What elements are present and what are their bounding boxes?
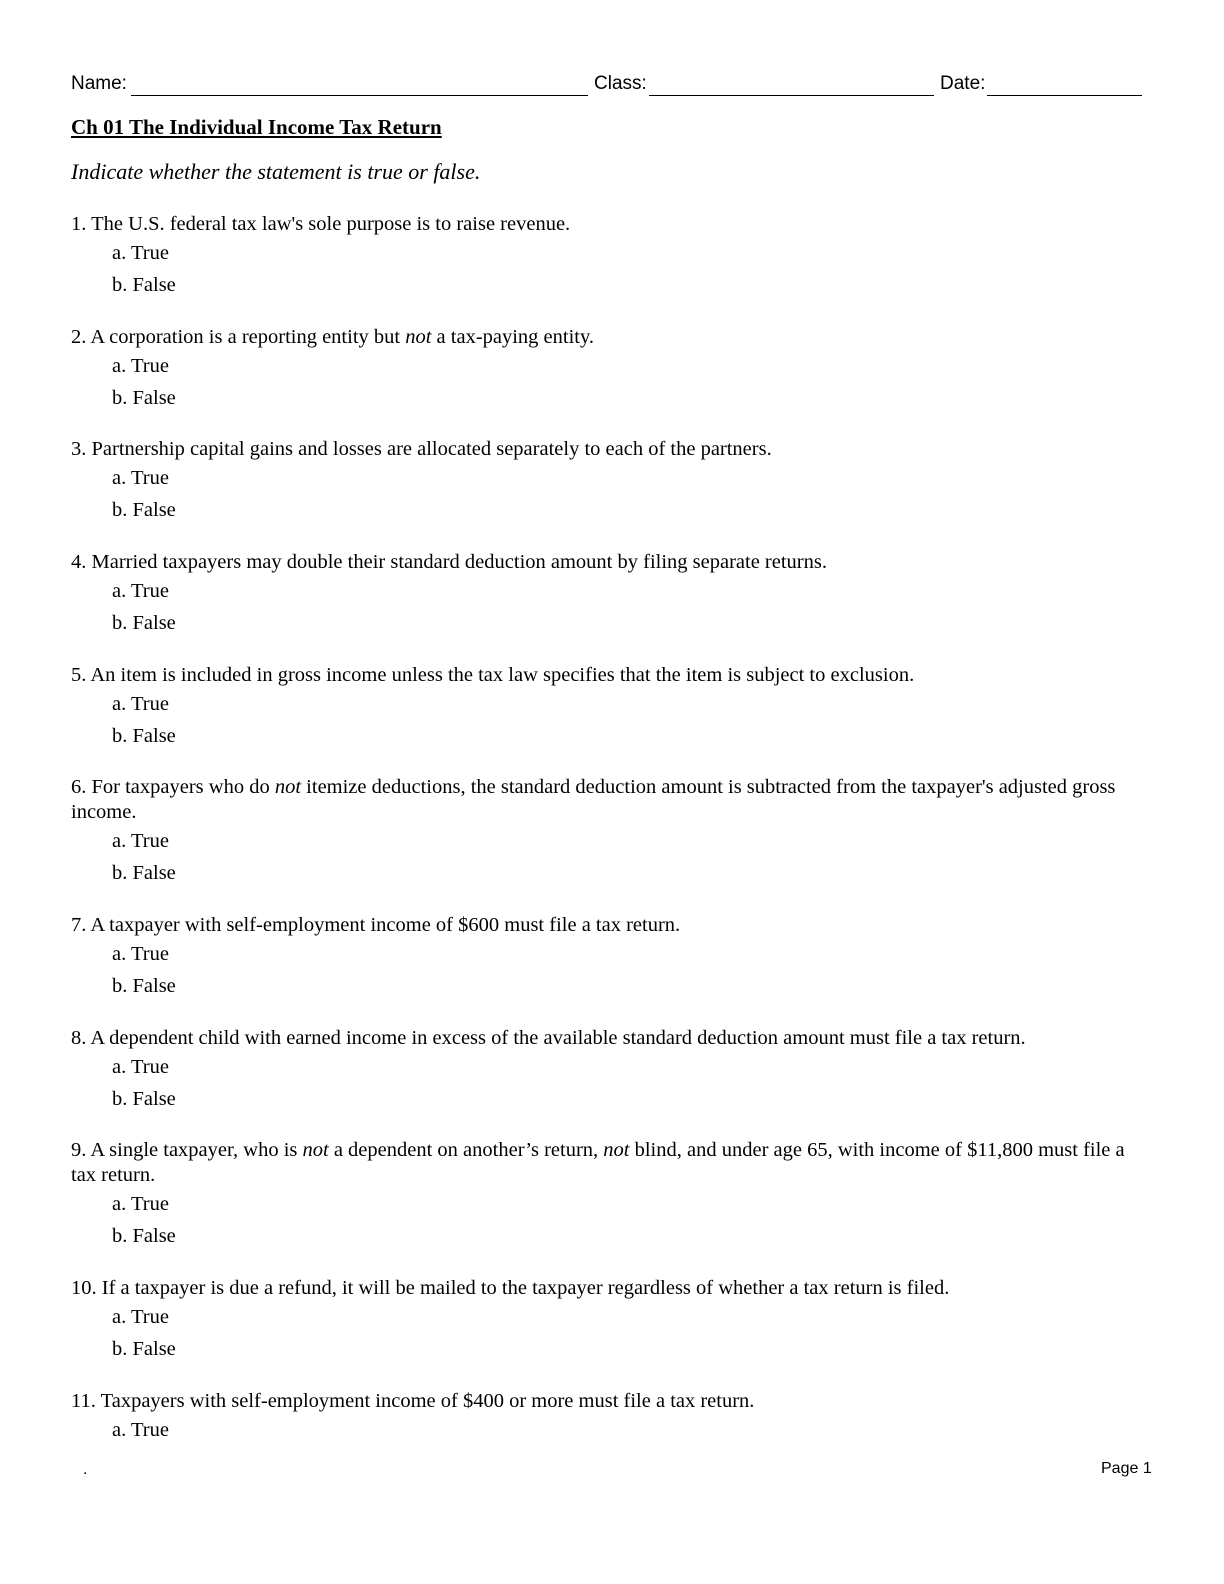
statement-text: a dependent on another’s return, [328,1139,604,1161]
chapter-title: Ch 01 The Individual Income Tax Return [71,115,442,139]
class-label: Class: [594,73,647,94]
emphasis-text: not [405,326,432,348]
question-number: 8. [71,1027,91,1049]
emphasis-text: not [603,1139,630,1161]
option-false[interactable]: b. False [112,612,176,634]
question-7 [71,913,1146,1002]
option-true[interactable]: a. True [112,1419,169,1441]
question-10 [71,1276,1146,1365]
statement-text: blind, and under age 65, with income of $11,800 must file a tax return. [71,1139,1125,1186]
class-blank-line[interactable] [649,95,934,96]
question-number: 10. [71,1277,102,1299]
statement-text: The U.S. federal tax law's sole purpose is to raise revenue. [91,213,571,235]
question-11 [71,1389,1146,1446]
option-true[interactable]: a. True [112,1193,169,1215]
header-row [71,72,1142,98]
option-true[interactable]: a. True [112,1306,169,1328]
emphasis-text: not [274,776,302,798]
question-number: 3. [71,438,92,460]
option-false[interactable]: b. False [112,975,176,997]
question-number: 5. [71,664,91,686]
statement-text: Married taxpayers may double their standard deduction amount by filing separate returns. [91,551,827,573]
option-true[interactable]: a. True [112,830,169,852]
emphasis-text: not [302,1139,329,1161]
question-text [71,437,1146,462]
question-2 [71,325,1146,414]
question-number: 2. [71,326,91,348]
question-number: 9. [71,1139,91,1161]
option-false[interactable]: b. False [112,725,176,747]
statement-text: Partnership capital gains and losses are allocated separately to each of the partners. [91,438,772,460]
statement-text: a tax-paying entity. [431,326,595,348]
option-false[interactable]: b. False [112,1225,176,1247]
footer-mark: . [83,1461,88,1478]
question-number: 4. [71,551,92,573]
statement-text: A corporation is a reporting entity but [90,326,406,348]
question-number: 1. [71,213,92,235]
question-text [71,1276,1146,1301]
option-true[interactable]: a. True [112,355,169,377]
question-text [71,1026,1146,1051]
name-label: Name: [71,73,127,94]
option-false[interactable]: b. False [112,274,176,296]
option-true[interactable]: a. True [112,1056,169,1078]
option-false[interactable]: b. False [112,499,176,521]
question-9 [71,1138,1146,1252]
question-text [71,212,1146,237]
question-text [71,663,1146,688]
question-text [71,1138,1146,1188]
statement-text: Taxpayers with self-employment income of $400 or more must file a tax return. [100,1390,755,1412]
date-label: Date: [940,73,986,94]
question-number: 6. [71,776,92,798]
option-true[interactable]: a. True [112,580,169,602]
option-false[interactable]: b. False [112,862,176,884]
question-text [71,550,1146,575]
option-false[interactable]: b. False [112,387,176,409]
date-blank-line[interactable] [987,95,1142,96]
question-8 [71,1026,1146,1115]
page-number: Page 1 [1101,1460,1152,1477]
option-true[interactable]: a. True [112,467,169,489]
statement-text: itemize deductions, the standard deduction amount is subtracted from the taxpayer's adjusted gross income. [71,776,1116,823]
option-true[interactable]: a. True [112,693,169,715]
question-6 [71,775,1146,889]
statement-text: If a taxpayer is due a refund, it will be mailed to the taxpayer regardless of whether a tax return is filed. [101,1277,950,1299]
question-text [71,913,1146,938]
statement-text: A taxpayer with self-employment income of $600 must file a tax return. [90,914,681,936]
name-blank-line[interactable] [131,95,588,96]
instructions: Indicate whether the statement is true or false. [71,159,481,184]
statement-text: A single taxpayer, who is [90,1139,303,1161]
option-true[interactable]: a. True [112,943,169,965]
question-number: 7. [71,914,91,936]
question-text [71,1389,1146,1414]
question-4 [71,550,1146,639]
statement-text: A dependent child with earned income in excess of the available standard deduction amount must file a tax return. [90,1027,1026,1049]
statement-text: An item is included in gross income unless the tax law specifies that the item is subject to exclusion. [90,664,915,686]
question-3 [71,437,1146,526]
question-text [71,325,1146,350]
question-text [71,775,1146,825]
option-false[interactable]: b. False [112,1338,176,1360]
question-number: 11. [71,1390,101,1412]
option-true[interactable]: a. True [112,242,169,264]
statement-text: For taxpayers who do [91,776,275,798]
option-false[interactable]: b. False [112,1088,176,1110]
question-1 [71,212,1146,301]
question-5 [71,663,1146,752]
